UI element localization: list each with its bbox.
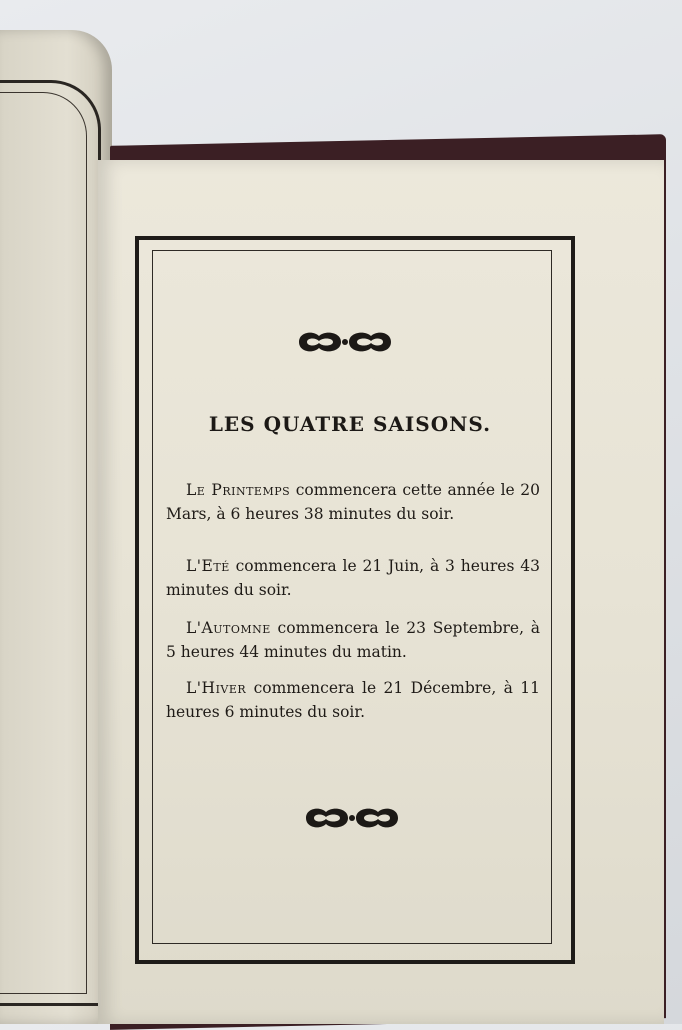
left-page xyxy=(0,30,112,1024)
left-page-inner-border xyxy=(0,92,87,994)
season-winter-text: commencera le 21 Décembre, à 11 heures 6 minutes du soir. xyxy=(166,679,540,721)
season-summer xyxy=(166,554,540,602)
season-winter xyxy=(166,676,540,724)
bottom-ornament-icon xyxy=(300,804,404,832)
season-spring-lead: Le Printemps xyxy=(186,481,291,499)
season-summer-lead: L'Eté xyxy=(186,557,230,575)
season-autumn-lead: L'Automne xyxy=(186,619,271,637)
season-winter-lead: L'Hiver xyxy=(186,679,247,697)
season-summer-text: commencera le 21 Juin, à 3 heures 43 minutes du soir. xyxy=(166,557,540,599)
season-autumn xyxy=(166,616,540,664)
season-autumn-text: commencera le 23 Septembre, à 5 heures 44 minutes du matin. xyxy=(166,619,540,661)
page-title: LES QUATRE SAISONS. xyxy=(208,412,492,436)
top-ornament-icon xyxy=(295,328,395,356)
season-spring xyxy=(166,478,540,526)
season-spring-text: commencera cette année le 20 Mars, à 6 heures 38 minutes du soir. xyxy=(166,481,541,523)
